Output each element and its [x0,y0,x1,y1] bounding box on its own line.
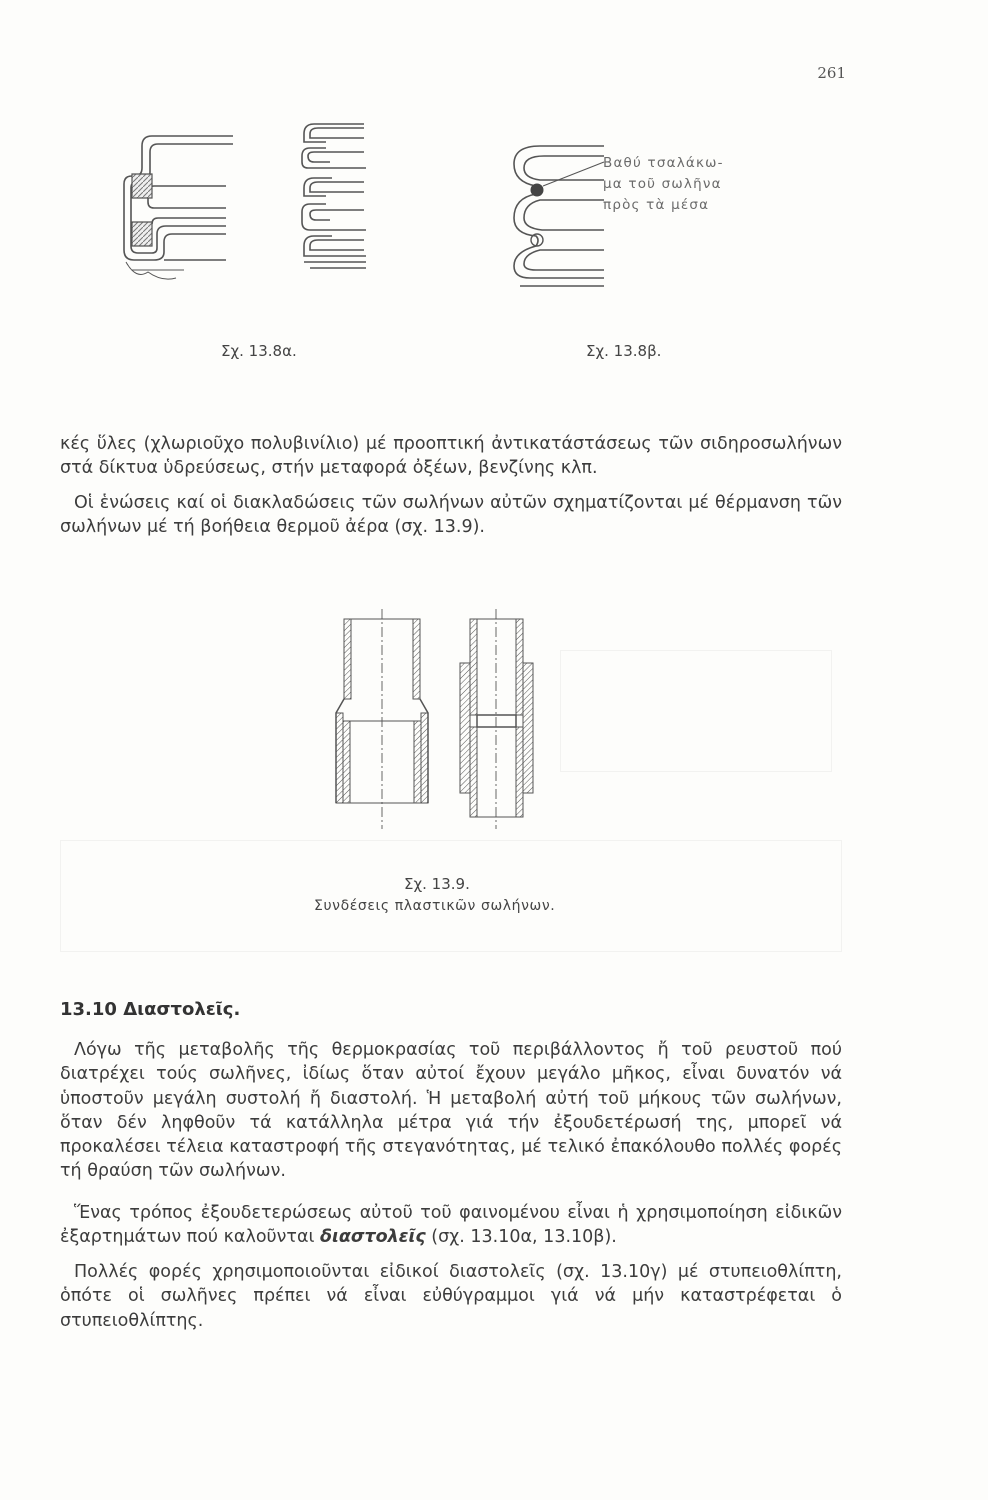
fig-13-8a-caption: Σχ. 13.8α. [221,342,297,360]
paragraph-joints: Οἱ ἑνώσεις καί οἱ διακλαδώσεις τῶν σωλήνων αὐτῶν σχηματίζονται μέ θέρμανση τῶν σωλήνων μέ τή βοήθεια θερμοῦ ἀέρα (σχ. 13.9). [60,493,842,538]
fig-13-9-caption-number: Σχ. 13.9. [404,875,470,893]
seam-joint-double-fold [302,124,366,268]
bleed-through-box [560,650,832,772]
sleeve-connection [460,609,533,829]
paragraph-thermal-change: Λόγω τῆς μεταβολῆς τῆς θερμοκρασίας τοῦ περιβάλλοντος ἤ τοῦ ρευστοῦ πού διατρέχει τούς σωλῆνες, ἰδίως ὅταν αὐτοί ἔχουν μεγάλο μῆκος, εἶναι δυνατόν νά ὑποστοῦν μεγάλη συστολή ἤ διαστολή. Ἡ μεταβολή αὐτή τοῦ μήκους τῶν σωλήνων, ὅταν δέν ληφθοῦν τά κατάλληλα μέτρα γιά τήν ἐξουδετέρωσή της, μπορεῖ νά προκαλέσει τέλεια καταστροφή τῆς στεγανότητας, μέ τελικό ἐπακόλουθο πολλές φορές τή θραύση τῶν σωλήνων. [60,1040,842,1182]
seal-insert [132,222,152,246]
fig-13-8b-callout: Βαθύ τσαλάκω- μα τοῦ σωλῆνα πρὸς τὰ μέσα [603,155,724,213]
paragraph-expansion-joints-lead: Ἕνας τρόπος ἐξουδετερώσεως αὐτοῦ τοῦ φαινομένου εἶναι ἡ χρησιμοποίηση εἰδικῶν ἐξαρτημάτων πού καλοῦνται [60,1203,842,1248]
paragraph-intro: κές ὕλες (χλωριοῦχο πολυβινίλιο) μέ προοπτική ἀντικατάστάσεως τῶν σιδηροσωλήνων στά δίκτυα ὑδρεύσεως, στήν μεταφορά ὀξέων, βενζίνης κλπ. [60,434,842,479]
fig-13-8b-drawing [500,142,610,292]
section-heading: 13.10 Διαστολεῖς. [60,999,241,1020]
paragraph-gland-joints: Πολλές φορές χρησιμοποιοῦνται εἰδικοί διαστολεῖς (σχ. 13.10γ) μέ στυπειοθλίπτη, ὁπότε οἱ σωλῆνες πρέπει νά εἶναι εὐθύγραμμοι γιά νά μήν καταστρέφεται ὁ στυπειοθλίπτης. [60,1262,842,1331]
term-expansion-joints: διαστολεῖς [320,1227,426,1248]
page-number: 261 [817,64,846,82]
fig-13-9-drawing [330,605,552,835]
fig-13-8b-caption: Σχ. 13.8β. [586,342,662,360]
fig-13-9-caption-title: Συνδέσεις πλαστικῶν σωλήνων. [314,898,556,914]
paragraph-expansion-joints-ref: (σχ. 13.10α, 13.10β). [425,1227,617,1248]
socket-connection [336,609,428,829]
seal-insert [132,174,152,198]
bleed-through-box [60,840,842,952]
seam-joint-with-seal [124,136,233,279]
paragraph-expansion-joints [60,1201,842,1250]
fig-13-8a-drawing [118,122,380,302]
